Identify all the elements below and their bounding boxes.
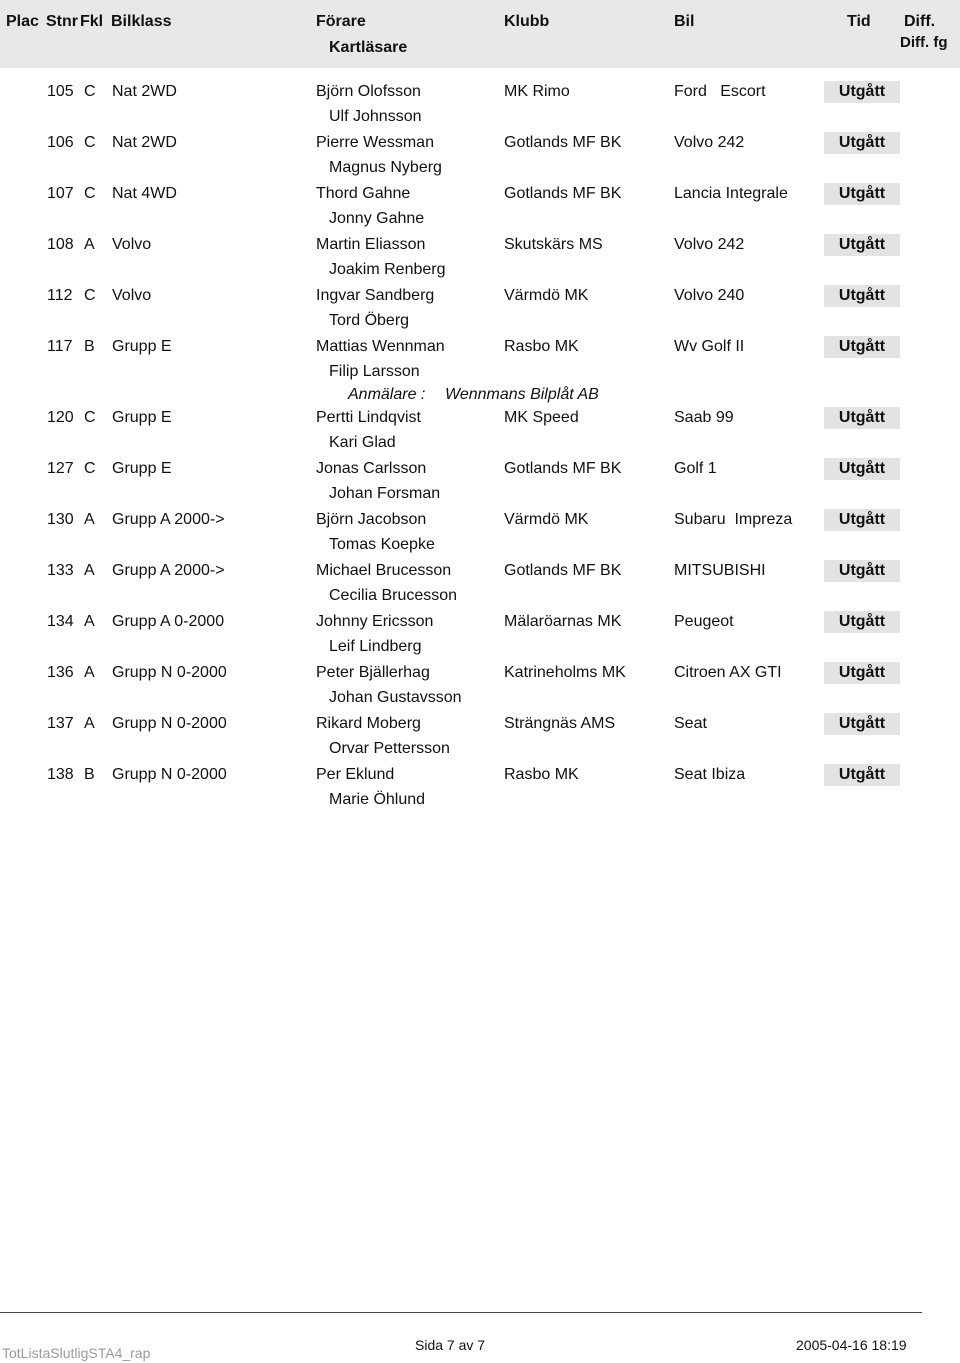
row-kartlasare: Tomas Koepke xyxy=(329,536,435,553)
footer-divider xyxy=(0,1312,922,1313)
row-stnr: 108 xyxy=(47,236,74,253)
row-stnr: 137 xyxy=(47,715,74,732)
row-klubb: Gotlands MF BK xyxy=(504,185,622,202)
row-stnr: 106 xyxy=(47,134,74,151)
row-bil: Volvo 242 xyxy=(674,236,745,253)
row-klubb: Gotlands MF BK xyxy=(504,562,622,579)
row-klubb: Skutskärs MS xyxy=(504,236,603,253)
row-tid-badge: Utgått xyxy=(824,764,900,786)
row-kartlasare: Jonny Gahne xyxy=(329,210,425,227)
table-row xyxy=(0,80,960,131)
row-stnr: 127 xyxy=(47,460,74,477)
row-kartlasare: Filip Larsson xyxy=(329,363,420,380)
row-kartlasare: Ulf Johnsson xyxy=(329,108,422,125)
row-forare: Ingvar Sandberg xyxy=(316,287,435,304)
row-bil: Seat xyxy=(674,715,707,732)
row-klubb: Värmdö MK xyxy=(504,511,589,528)
table-header xyxy=(0,0,960,68)
row-bilklass: Volvo xyxy=(112,287,152,304)
col-tid: Tid xyxy=(847,13,871,30)
row-tid-badge: Utgått xyxy=(824,662,900,684)
row-bil: Lancia Integrale xyxy=(674,185,788,202)
row-fkl: C xyxy=(84,83,96,100)
row-tid-badge: Utgått xyxy=(824,713,900,735)
row-bilklass: Grupp A 2000-> xyxy=(112,562,225,579)
row-kartlasare: Tord Öberg xyxy=(329,312,410,329)
table-row xyxy=(0,335,960,386)
table-row xyxy=(0,610,960,661)
row-bilklass: Nat 2WD xyxy=(112,134,177,151)
page-number: Sida 7 av 7 xyxy=(415,1337,486,1353)
row-bil: MITSUBISHI xyxy=(674,562,766,579)
row-klubb: Rasbo MK xyxy=(504,338,579,355)
row-fkl: A xyxy=(84,613,95,630)
row-klubb: Mälaröarnas MK xyxy=(504,613,622,630)
row-bil: Ford Escort xyxy=(674,83,766,100)
row-bilklass: Grupp N 0-2000 xyxy=(112,664,227,681)
row-tid-badge: Utgått xyxy=(824,407,900,429)
row-forare: Peter Bjällerhag xyxy=(316,664,430,681)
row-fkl: C xyxy=(84,185,96,202)
row-stnr: 107 xyxy=(47,185,74,202)
table-row xyxy=(0,131,960,182)
row-bilklass: Nat 4WD xyxy=(112,185,177,202)
row-bil: Citroen AX GTI xyxy=(674,664,782,681)
row-forare: Björn Jacobson xyxy=(316,511,427,528)
row-tid-badge: Utgått xyxy=(824,234,900,256)
row-klubb: MK Rimo xyxy=(504,83,570,100)
table-row xyxy=(0,712,960,763)
col-stnr: Stnr xyxy=(46,13,78,30)
table-row xyxy=(0,508,960,559)
row-fkl: C xyxy=(84,287,96,304)
row-bilklass: Grupp N 0-2000 xyxy=(112,766,227,783)
row-tid-badge: Utgått xyxy=(824,611,900,633)
row-forare: Per Eklund xyxy=(316,766,395,783)
row-fkl: C xyxy=(84,460,96,477)
row-stnr: 130 xyxy=(47,511,74,528)
row-fkl: B xyxy=(84,766,95,783)
row-fkl: A xyxy=(84,562,95,579)
table-row xyxy=(0,233,960,284)
row-stnr: 105 xyxy=(47,83,74,100)
row-klubb: Gotlands MF BK xyxy=(504,134,622,151)
row-stnr: 138 xyxy=(47,766,74,783)
entrant-label: Anmälare : xyxy=(348,386,426,403)
col-bil: Bil xyxy=(674,13,695,30)
col-diff: Diff. xyxy=(904,13,936,30)
table-row xyxy=(0,406,960,457)
row-forare: Pertti Lindqvist xyxy=(316,409,421,426)
col-diff-fg: Diff. fg xyxy=(900,34,948,51)
row-kartlasare: Johan Forsman xyxy=(329,485,441,502)
row-tid-badge: Utgått xyxy=(824,183,900,205)
row-forare: Martin Eliasson xyxy=(316,236,426,253)
row-bilklass: Nat 2WD xyxy=(112,83,177,100)
row-stnr: 133 xyxy=(47,562,74,579)
row-bilklass: Grupp A 2000-> xyxy=(112,511,225,528)
table-row xyxy=(0,284,960,335)
row-tid-badge: Utgått xyxy=(824,560,900,582)
row-klubb: Rasbo MK xyxy=(504,766,579,783)
row-tid-badge: Utgått xyxy=(824,458,900,480)
row-bil: Volvo 240 xyxy=(674,287,745,304)
row-forare: Mattias Wennman xyxy=(316,338,445,355)
row-bil: Seat Ibiza xyxy=(674,766,746,783)
entrant-line xyxy=(0,386,960,406)
entrant-name: Wennmans Bilplåt AB xyxy=(445,386,599,403)
table-row xyxy=(0,559,960,610)
row-tid-badge: Utgått xyxy=(824,285,900,307)
row-bilklass: Grupp N 0-2000 xyxy=(112,715,227,732)
col-plac: Plac xyxy=(6,13,39,30)
report-name: TotListaSlutligSTA4_rap xyxy=(2,1345,151,1361)
col-fkl: Fkl xyxy=(80,13,104,30)
row-tid-badge: Utgått xyxy=(824,336,900,358)
row-kartlasare: Cecilia Brucesson xyxy=(329,587,458,604)
row-forare: Michael Brucesson xyxy=(316,562,452,579)
row-forare: Thord Gahne xyxy=(316,185,411,202)
row-forare: Rikard Moberg xyxy=(316,715,421,732)
row-bil: Wv Golf II xyxy=(674,338,745,355)
row-stnr: 134 xyxy=(47,613,74,630)
row-klubb: Värmdö MK xyxy=(504,287,589,304)
row-tid-badge: Utgått xyxy=(824,81,900,103)
col-klubb: Klubb xyxy=(504,13,550,30)
row-bilklass: Volvo xyxy=(112,236,152,253)
row-bil: Volvo 242 xyxy=(674,134,745,151)
row-stnr: 112 xyxy=(47,287,73,304)
row-bilklass: Grupp E xyxy=(112,409,172,426)
row-bil: Saab 99 xyxy=(674,409,734,426)
row-kartlasare: Kari Glad xyxy=(329,434,396,451)
row-fkl: A xyxy=(84,664,95,681)
row-bil: Peugeot xyxy=(674,613,734,630)
row-fkl: A xyxy=(84,511,95,528)
table-row xyxy=(0,661,960,712)
row-forare: Pierre Wessman xyxy=(316,134,434,151)
row-bilklass: Grupp E xyxy=(112,338,172,355)
row-klubb: Katrineholms MK xyxy=(504,664,626,681)
print-datetime: 2005-04-16 18:19 xyxy=(796,1337,907,1353)
results-table xyxy=(0,80,960,814)
row-kartlasare: Johan Gustavsson xyxy=(329,689,462,706)
row-klubb: Strängnäs AMS xyxy=(504,715,616,732)
row-bilklass: Grupp E xyxy=(112,460,172,477)
row-bil: Golf 1 xyxy=(674,460,717,477)
table-row xyxy=(0,457,960,508)
row-fkl: A xyxy=(84,236,95,253)
row-fkl: A xyxy=(84,715,95,732)
row-forare: Jonas Carlsson xyxy=(316,460,427,477)
row-kartlasare: Joakim Renberg xyxy=(329,261,446,278)
table-row xyxy=(0,763,960,814)
row-stnr: 136 xyxy=(47,664,74,681)
row-kartlasare: Leif Lindberg xyxy=(329,638,422,655)
row-klubb: Gotlands MF BK xyxy=(504,460,622,477)
row-fkl: B xyxy=(84,338,95,355)
row-tid-badge: Utgått xyxy=(824,132,900,154)
row-bilklass: Grupp A 0-2000 xyxy=(112,613,225,630)
row-bil: Subaru Impreza xyxy=(674,511,793,528)
row-stnr: 120 xyxy=(47,409,74,426)
row-stnr: 117 xyxy=(47,338,73,355)
col-forare: Förare xyxy=(316,13,366,30)
table-row xyxy=(0,182,960,233)
row-kartlasare: Marie Öhlund xyxy=(329,791,426,808)
row-forare: Björn Olofsson xyxy=(316,83,421,100)
row-tid-badge: Utgått xyxy=(824,509,900,531)
row-kartlasare: Magnus Nyberg xyxy=(329,159,442,176)
row-fkl: C xyxy=(84,409,96,426)
row-kartlasare: Orvar Pettersson xyxy=(329,740,450,757)
row-klubb: MK Speed xyxy=(504,409,579,426)
row-fkl: C xyxy=(84,134,96,151)
col-bilklass: Bilklass xyxy=(111,13,172,30)
row-forare: Johnny Ericsson xyxy=(316,613,434,630)
col-kartlasare: Kartläsare xyxy=(329,39,408,56)
